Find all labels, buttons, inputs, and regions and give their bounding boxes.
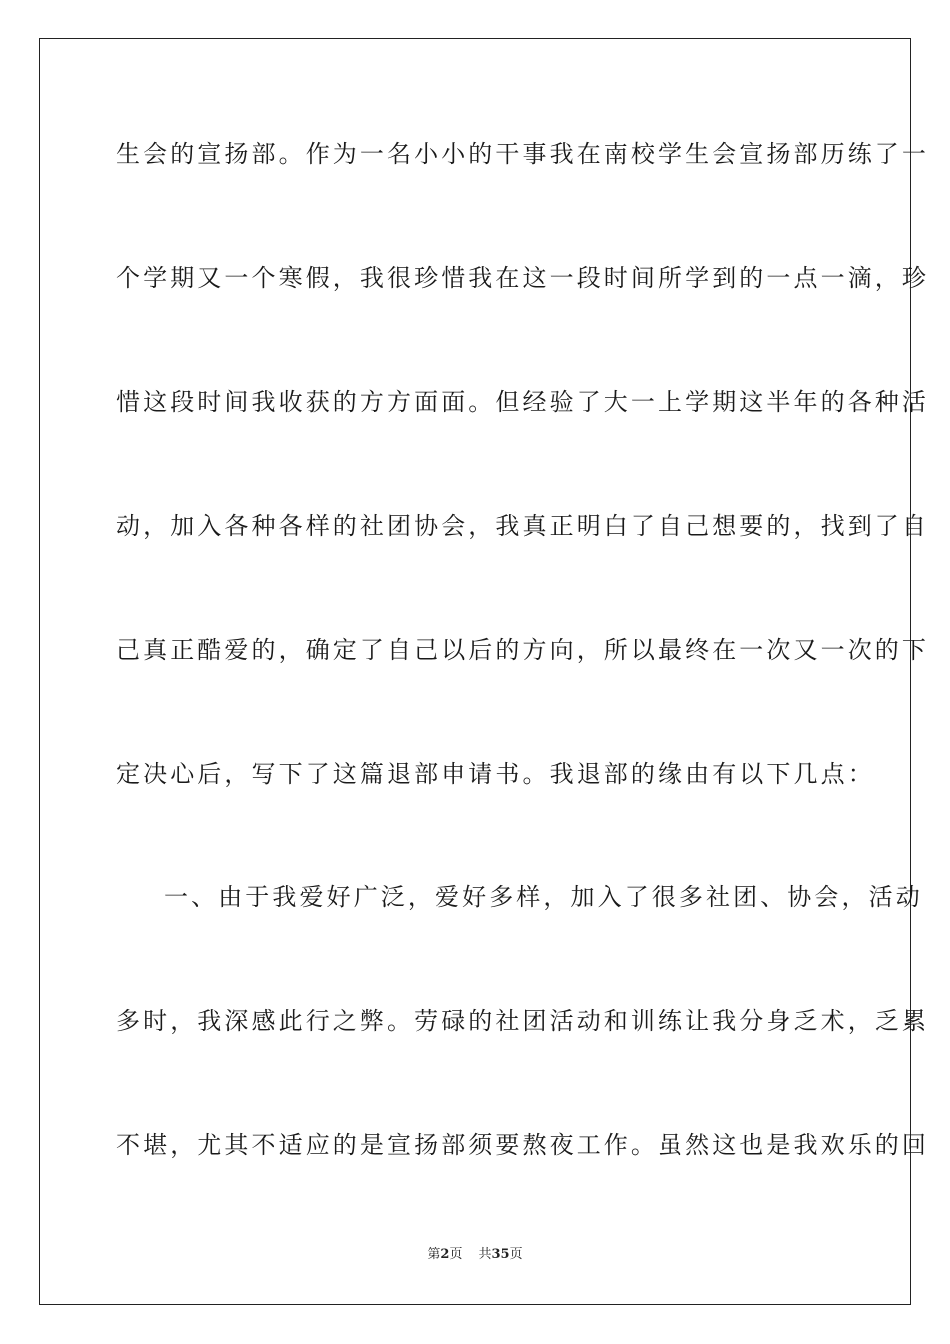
total-prefix: 共	[478, 1247, 492, 1262]
page-number: 2	[440, 1247, 450, 1262]
text-line-3: 惜这段时间我收获的方方面面。但经验了大一上学期这半年的各种活	[116, 388, 929, 416]
text-line-5: 己真正酷爱的，确定了自己以后的方向，所以最终在一次又一次的下	[116, 636, 929, 664]
text-line-1: 生会的宣扬部。作为一名小小的干事我在南校学生会宣扬部历练了一	[116, 140, 929, 168]
total-pages: 35	[491, 1247, 510, 1262]
text-line-2: 个学期又一个寒假，我很珍惜我在这一段时间所学到的一点一滴，珍	[116, 264, 929, 292]
text-line-8: 多时，我深感此行之弊。劳碌的社团活动和训练让我分身乏术，乏累	[116, 1007, 929, 1035]
text-line-7: 一、由于我爱好广泛，爱好多样，加入了很多社团、协会，活动	[164, 883, 923, 911]
page-border	[39, 38, 929, 1305]
text-line-6: 定决心后，写下了这篇退部申请书。我退部的缘由有以下几点：	[116, 760, 875, 788]
text-line-4: 动，加入各种各样的社团协会，我真正明白了自己想要的，找到了自	[116, 512, 929, 540]
page-prefix: 第	[427, 1247, 441, 1262]
page-footer	[0, 1246, 950, 1264]
page-suffix: 页	[449, 1247, 463, 1262]
total-suffix: 页	[509, 1247, 523, 1262]
text-line-9: 不堪，尤其不适应的是宣扬部须要熬夜工作。虽然这也是我欢乐的回	[116, 1131, 929, 1159]
